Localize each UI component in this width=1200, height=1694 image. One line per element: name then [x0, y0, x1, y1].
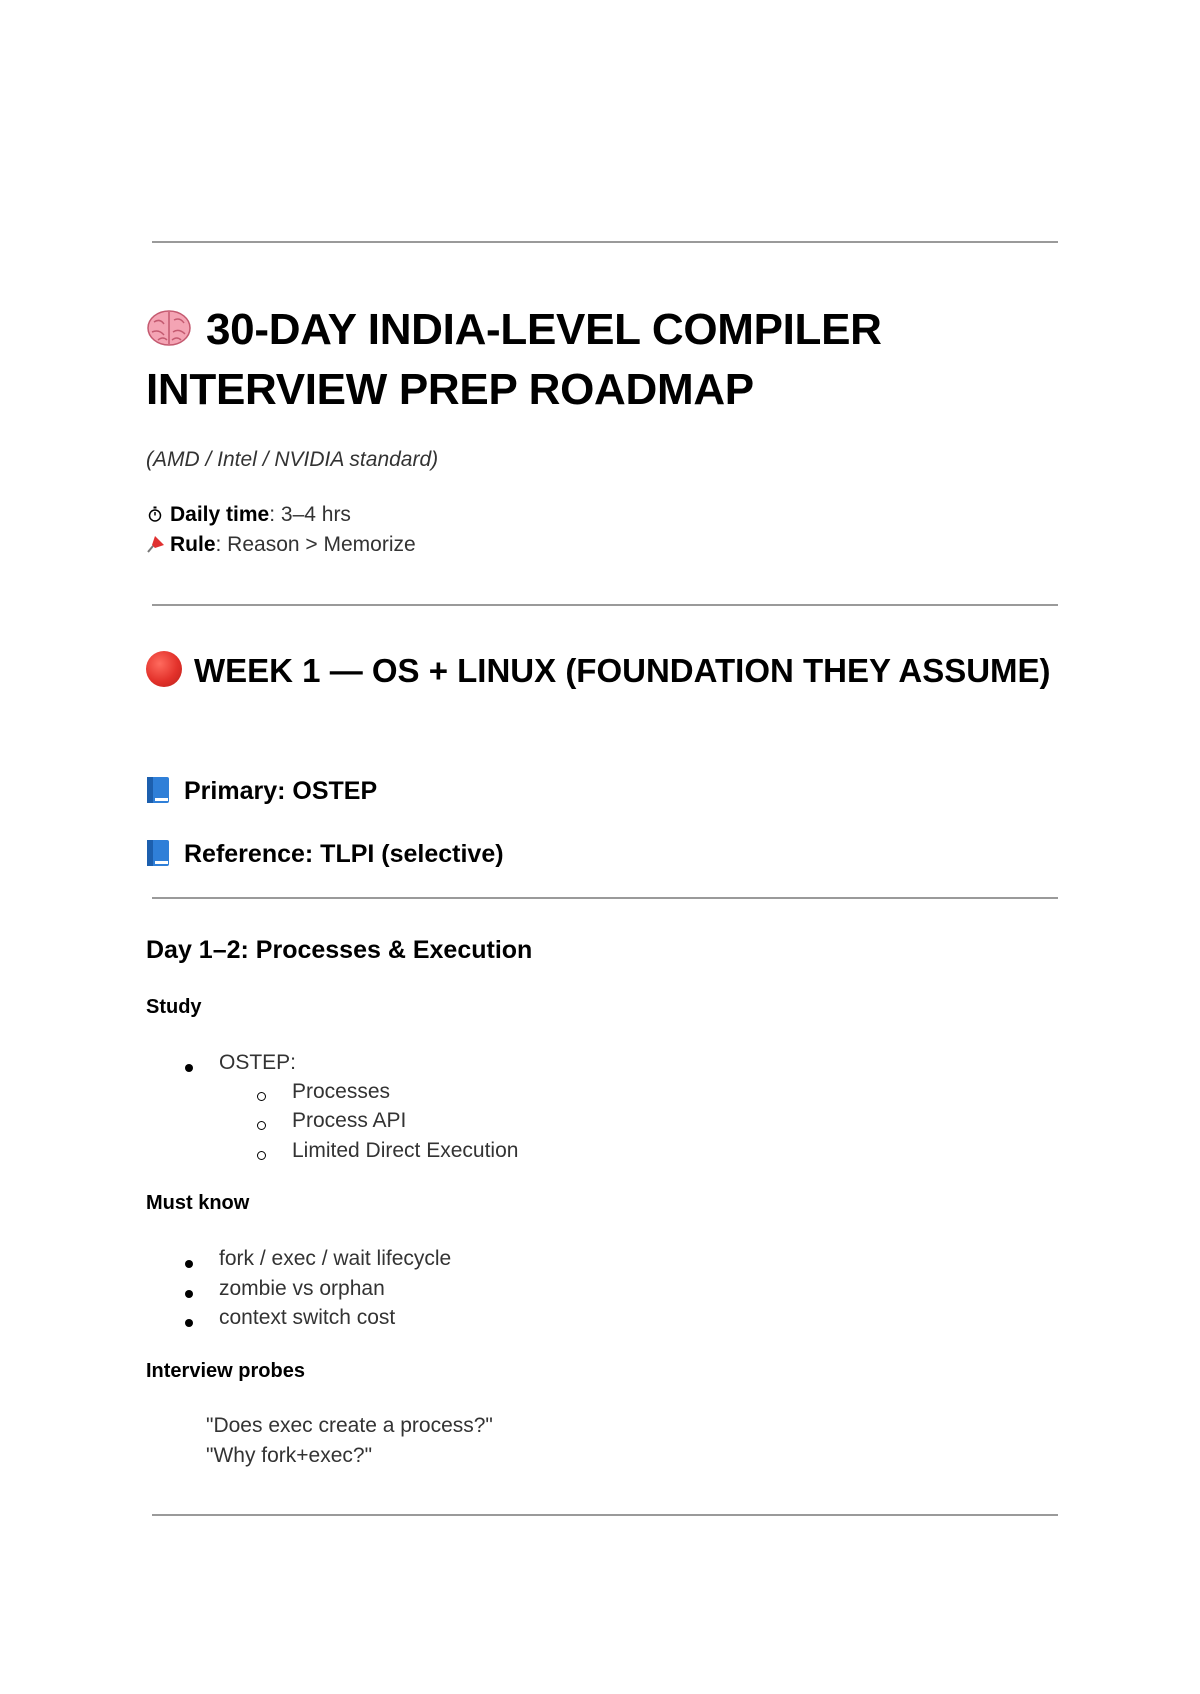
list-item-text: Limited Direct Execution	[292, 1139, 519, 1162]
primary-book-text: Primary: OSTEP	[184, 777, 378, 805]
reference-book-line	[146, 839, 504, 869]
hollow-bullet-icon	[257, 1092, 266, 1101]
divider-after-meta	[152, 604, 1058, 606]
rule-value: : Reason > Memorize	[215, 533, 416, 556]
list-item-text: OSTEP:	[219, 1051, 297, 1074]
bullet-icon	[185, 1260, 193, 1268]
red-circle-icon	[146, 651, 182, 687]
list-item-text: Process API	[292, 1109, 407, 1132]
bullet-icon	[185, 1290, 193, 1298]
interview-probes-label: Interview probes	[146, 1360, 305, 1382]
daily-time-line	[146, 503, 351, 527]
stopwatch-icon	[146, 503, 164, 527]
rule-line	[146, 533, 416, 557]
divider-bottom	[152, 1514, 1058, 1516]
list-item-text: zombie vs orphan	[219, 1277, 385, 1300]
week-1-heading	[146, 648, 1076, 693]
blue-book-icon	[146, 839, 170, 867]
interview-probe: "Why fork+exec?"	[206, 1444, 373, 1467]
reference-book-text: Reference: TLPI (selective)	[184, 840, 504, 868]
list-item-text: fork / exec / wait lifecycle	[219, 1247, 452, 1270]
daily-time-value: : 3–4 hrs	[269, 503, 351, 526]
page-title-text: 30-DAY INDIA-LEVEL COMPILER INTERVIEW PREP ROADMAP	[146, 305, 882, 414]
rule-label: Rule	[170, 533, 216, 556]
bullet-icon	[185, 1064, 193, 1072]
brain-icon	[146, 304, 192, 344]
divider-top	[152, 241, 1058, 243]
must-know-label: Must know	[146, 1192, 250, 1214]
pushpin-icon	[146, 533, 164, 557]
page-title	[146, 300, 1106, 420]
list-item-text: Processes	[292, 1080, 391, 1103]
bullet-icon	[185, 1319, 193, 1327]
daily-time-label: Daily time	[170, 503, 270, 526]
day-1-2-heading: Day 1–2: Processes & Execution	[146, 936, 533, 964]
interview-probe: "Does exec create a process?"	[206, 1414, 493, 1437]
primary-book-line	[146, 776, 377, 806]
week-1-heading-text: WEEK 1 — OS + LINUX (FOUNDATION THEY ASSUME)	[194, 652, 1051, 689]
page-subtitle: (AMD / Intel / NVIDIA standard)	[146, 448, 439, 471]
hollow-bullet-icon	[257, 1151, 266, 1160]
hollow-bullet-icon	[257, 1121, 266, 1130]
study-label: Study	[146, 996, 202, 1018]
blue-book-icon	[146, 776, 170, 804]
list-item-text: context switch cost	[219, 1306, 396, 1329]
divider-after-week-header	[152, 897, 1058, 899]
